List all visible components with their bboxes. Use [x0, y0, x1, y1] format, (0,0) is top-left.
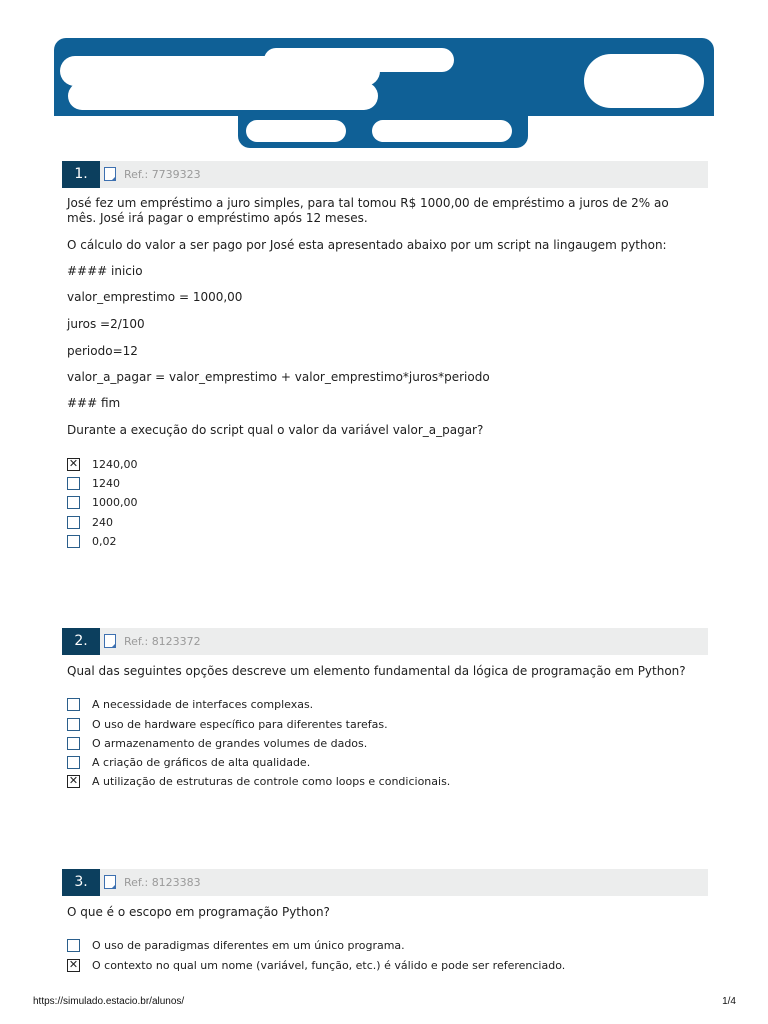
header-tab [238, 110, 528, 148]
question-1-header [62, 161, 708, 188]
code-line: ### fim [67, 396, 121, 410]
option-label: O contexto no qual um nome (variável, função, etc.) é válido e pode ser referenciado. [92, 959, 566, 972]
option-label: 1000,00 [92, 496, 138, 509]
code-line: valor_a_pagar = valor_emprestimo + valor_emprestimo*juros*periodo [67, 370, 490, 384]
document-icon [104, 167, 116, 181]
header-banner [54, 38, 714, 116]
option-label: 1240 [92, 477, 120, 490]
question-number: 1. [62, 161, 100, 188]
question-number: 3. [62, 869, 100, 896]
option-label: 1240,00 [92, 458, 138, 471]
redacted-text [246, 120, 346, 142]
checkbox-checked[interactable] [67, 458, 80, 471]
checkbox[interactable] [67, 737, 80, 750]
redacted-text [372, 120, 512, 142]
page-url: https://simulado.estacio.br/alunos/ [33, 996, 185, 1007]
redacted-badge [584, 54, 704, 108]
code-line: juros =2/100 [67, 317, 145, 331]
option-label: O armazenamento de grandes volumes de dados. [92, 737, 368, 750]
checkbox[interactable] [67, 939, 80, 952]
option-label: 0,02 [92, 535, 117, 548]
question-ref: Ref.: 8123372 [124, 635, 201, 648]
option-label: O uso de hardware específico para diferentes tarefas. [92, 718, 388, 731]
question-ref: Ref.: 7739323 [124, 168, 201, 181]
checkbox[interactable] [67, 698, 80, 711]
checkbox[interactable] [67, 535, 80, 548]
option-label: O uso de paradigmas diferentes em um único programa. [92, 939, 405, 952]
checkbox[interactable] [67, 496, 80, 509]
redacted-text [68, 82, 378, 110]
question-number: 2. [62, 628, 100, 655]
page-number: 1/4 [722, 996, 736, 1007]
checkbox[interactable] [67, 718, 80, 731]
question-2-header [62, 628, 708, 655]
checkbox[interactable] [67, 477, 80, 490]
checkbox-checked[interactable] [67, 959, 80, 972]
document-icon [104, 875, 116, 889]
checkbox-checked[interactable] [67, 775, 80, 788]
option-label: A necessidade de interfaces complexas. [92, 698, 314, 711]
option-label: A criação de gráficos de alta qualidade. [92, 756, 311, 769]
question-3-header [62, 869, 708, 896]
question-text: Durante a execução do script qual o valor da variável valor_a_pagar? [67, 423, 484, 437]
redacted-text [264, 48, 454, 72]
code-line: periodo=12 [67, 344, 138, 358]
question-ref: Ref.: 8123383 [124, 876, 201, 889]
code-line: #### inicio [67, 264, 143, 278]
question-text: O que é o escopo em programação Python? [67, 905, 330, 919]
document-icon [104, 634, 116, 648]
code-line: valor_emprestimo = 1000,00 [67, 290, 243, 304]
option-label: A utilização de estruturas de controle como loops e condicionais. [92, 775, 451, 788]
option-label: 240 [92, 516, 113, 529]
question-text: O cálculo do valor a ser pago por José esta apresentado abaixo por um script na lingaugem python: [67, 238, 667, 252]
question-text: José fez um empréstimo a juro simples, para tal tomou R$ 1000,00 de empréstimo a juros de 2% ao mês. José irá pagar o empréstimo após 12 meses. [67, 196, 669, 225]
checkbox[interactable] [67, 516, 80, 529]
checkbox[interactable] [67, 756, 80, 769]
question-text: Qual das seguintes opções descreve um elemento fundamental da lógica de programação em Python? [67, 664, 686, 678]
